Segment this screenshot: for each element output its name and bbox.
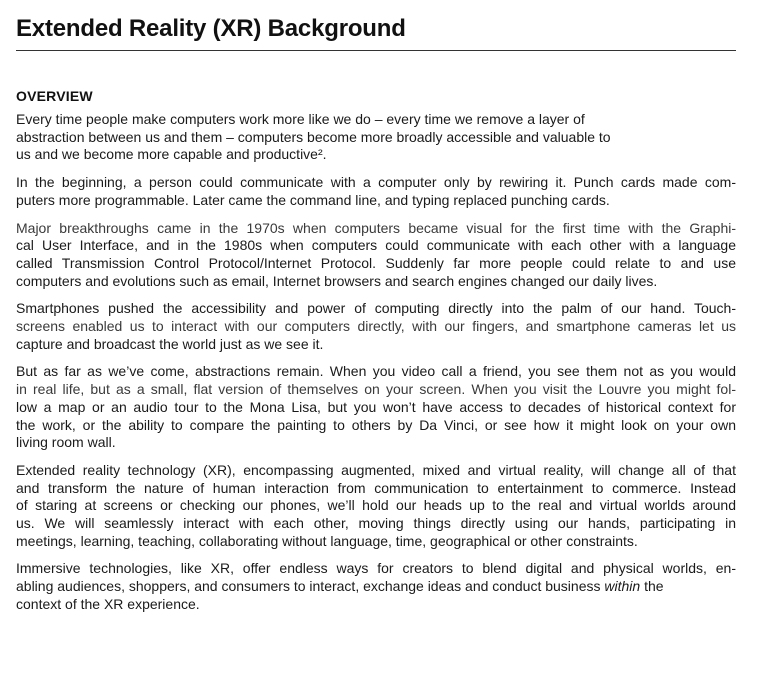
- paragraph-line: But as far as we’ve come, abstractions remain. When you video call a friend, you see them not as you would: [16, 363, 736, 380]
- section-heading-overview: OVERVIEW: [16, 88, 93, 104]
- paragraph-line: cal User Interface, and in the 1980s when computers could communicate with each other with a language: [16, 237, 736, 254]
- page-title: Extended Reality (XR) Background: [16, 15, 406, 42]
- paragraph-line: Immersive technologies, like XR, offer endless ways for creators to blend digital and physical worlds, en-: [16, 560, 736, 577]
- paragraph-line: in real life, but as a small, flat version of themselves on your screen. When you visit the Louvre you might fol-: [16, 381, 736, 398]
- paragraph-line: puters more programmable. Later came the command line, and typing replaced punching cards.: [16, 191, 610, 208]
- paragraph-line: the work, or the ability to compare the painting to others by Da Vinci, or see how it might look on your own: [16, 416, 736, 433]
- paragraph-line: Extended reality technology (XR), encompassing augmented, mixed and virtual reality, will change all of that: [16, 461, 736, 478]
- paragraph-line: us. We will seamlessly interact with each other, moving things directly using our hands, participating in: [16, 515, 736, 532]
- paragraph-line: context of the XR experience.: [16, 595, 200, 612]
- paragraph-line: Major breakthroughs came in the 1970s when computers became visual for the first time with the Graphi-: [16, 219, 736, 236]
- paragraph-line: of staring at screens or checking our phones, we’ll hold our heads up to the real and virtual worlds around: [16, 497, 736, 514]
- paragraph-3: [16, 220, 736, 291]
- paragraph-line: Every time people make computers work more like we do – every time we remove a layer of: [16, 111, 585, 127]
- paragraph-4: [16, 300, 736, 353]
- paragraph-line: low a map or an audio tour to the Mona Lisa, but you won’t have access to decades of historical context for: [16, 398, 736, 415]
- paragraph-6: [16, 462, 736, 551]
- paragraph-line: [16, 578, 736, 596]
- paragraph-line: called Transmission Control Protocol/Internet Protocol. Suddenly far more people could relate to and use: [16, 254, 736, 271]
- paragraph-line: In the beginning, a person could communicate with a computer only by rewiring it. Punch cards made com-: [16, 174, 736, 191]
- paragraph-line: living room wall.: [16, 434, 116, 451]
- paragraph-5: [16, 363, 736, 452]
- paragraph-line: and transform the nature of human interaction from communication to entertainment to commerce. Instead: [16, 479, 736, 496]
- paragraph-line: screens enabled us to interact with our computers directly, with our fingers, and smartphone cameras let us: [16, 318, 736, 335]
- paragraph-line: Smartphones pushed the accessibility and power of computing directly into the palm of our hand. Touch-: [16, 300, 736, 317]
- paragraph-text: the: [640, 578, 664, 595]
- document-page: [16, 0, 736, 614]
- paragraph-line: computers and evolutions such as email, Internet browsers and search engines changed our daily lives.: [16, 272, 658, 289]
- emphasis-text: within: [604, 578, 641, 595]
- paragraph-1: [16, 111, 736, 164]
- paragraph-line: us and we become more capable and productive².: [16, 146, 327, 163]
- paragraph-line: abstraction between us and them – computers become more broadly accessible and valuable to: [16, 128, 611, 145]
- title-divider: [16, 50, 736, 51]
- paragraph-2: [16, 174, 736, 209]
- paragraph-line: capture and broadcast the world just as we see it.: [16, 335, 324, 352]
- paragraph-7: [16, 560, 736, 613]
- paragraph-text: abling audiences, shoppers, and consumers to interact, exchange ideas and conduct business: [16, 578, 605, 595]
- paragraph-line: meetings, learning, teaching, collaborating without language, time, geographical or other constraints.: [16, 532, 638, 549]
